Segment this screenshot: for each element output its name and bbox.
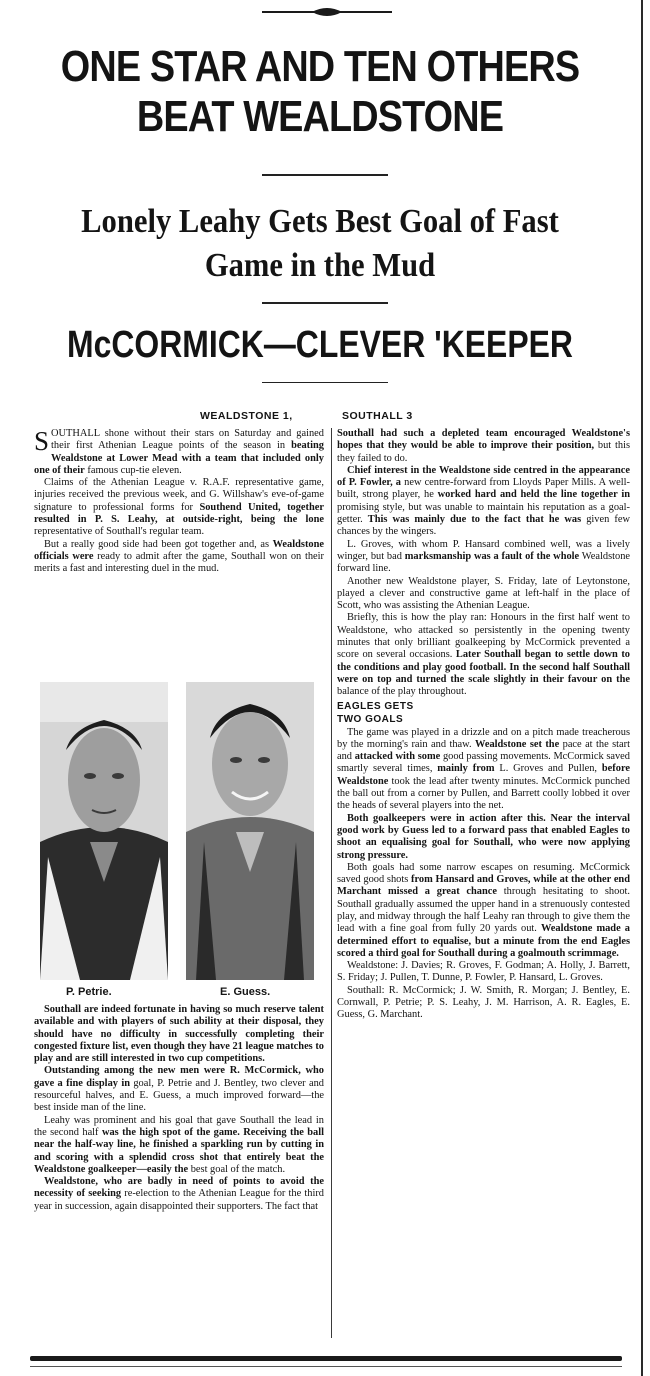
headline-divider-3 — [262, 382, 388, 383]
article-paragraph: Southall are indeed fortunate in having so much reserve talent available and with players of such ability at their disposal, they should have no difficulty in successfully completing their congested fixture list, even though they have 21 league matches to play and are still interested in two cup competitions. — [34, 1004, 324, 1065]
subhead-line1: EAGLES GETS — [337, 700, 414, 712]
article-paragraph: Another new Wealdstone player, S. Friday, late of Leytonstone, played a clever and constructive game at left-half in the place of Scott, who was assisting the Athenian League. — [337, 575, 630, 612]
article-paragraph: Southall had such a depleted team encouraged Wealdstone's hopes that they would be able to improve their position, but this they failed to do. — [337, 428, 630, 464]
article-paragraph: Both goals had some narrow escapes on resuming. McCormick saved good shots from Hansard and Groves, while at the other end Marchant missed a great chance through hesitating to shoot. Southall gradually assumed the upper hand in a strenuously contested play, and midway through the half Leahy ran through to give them the lead with a fine goal from fully 20 yards out. Wealdstone made a determined effort to equalise, but a minute from the end Eagles scored a third goal for Southall during a goalmouth scrimmage. — [337, 861, 630, 959]
article-paragraph: Chief interest in the Wealdstone side centred in the appearance of P. Fowler, a new centre-forward from Lloyds Paper Mills. A well-built, strong player, he worked hard and held the line together in promising style, but was unable to maintain his reputation as a goal-getter. This was mainly due to the fact that he was given few chances by the wingers. — [337, 464, 630, 538]
article-paragraph: L. Groves, with whom P. Hansard combined well, was a lively winger, but bad marksmanship was a fault of the whole Wealdstone forward line. — [337, 538, 630, 575]
article-paragraph: Leahy was prominent and his goal that gave Southall the lead in the second half was the high spot of the game. Receiving the ball near the half-way line, he finished a sparkling run by cutting in and scoring with a splendid cross shot that entirely beat the Wealdstone goalkeeper—easily the best goal of the match. — [34, 1114, 324, 1175]
score-southall: SOUTHALL 3 — [342, 410, 413, 422]
headline-divider-2 — [262, 302, 388, 304]
left-column-bottom — [34, 1004, 324, 1344]
headline-divider-1 — [262, 174, 388, 176]
article-paragraph: Claims of the Athenian League v. R.A.F. representative game, injuries received the previous week, and G. Willshaw's eve-of-game signature to professional forms for Southend United, together resulted in P. S. Leahy, at outside-right, being the lone representative of Southall's regular team. — [34, 477, 324, 538]
article-paragraph: The game was played in a drizzle and on a pitch made treacherous by the morning's rain and thaw. Wealdstone set the pace at the start and attacked with some good passing movements. McCormick saved smartly several times, mainly from L. Groves and Pullen, before Wealdstone took the lead after twenty minutes. McCormick punched the ball out from a corner by Pullen, and Barrett coolly lobbed it over the heads of several players into the net. — [337, 726, 630, 812]
photo-guess — [186, 682, 314, 980]
main-headline-line2: BEAT WEALDSTONE — [136, 92, 504, 141]
caption-guess: E. Guess. — [220, 986, 271, 998]
team-lineup-southall: Southall: R. McCormick; J. W. Smith, R. Morgan; J. Bentley, E. Cornwall, P. Petrie; P. S. Leahy, J. M. Harrison, A. R. Eagles, E. Guess, G. Marchant. — [337, 984, 630, 1021]
bottom-rule-thick — [30, 1356, 622, 1361]
article-paragraph: Both goalkeepers were in action after this. Near the interval good work by Guess led to a forward pass that enabled Eagles to shoot an equalising goal for Southall, who were now applying strong pressure. — [337, 812, 630, 861]
right-column — [337, 428, 630, 1346]
article-paragraph: Briefly, this is how the play ran: Honours in the first half went to Wealdstone, who attacked so persistently in the opening twenty minutes that only brilliant goalkeeping by McCormick prevented a score on several occasions. Later Southall began to settle down to the conditions and play good football. In the second half Southall were on top and turned the scale slightly in their favour on the balance of the play throughout. — [337, 612, 630, 698]
sub-headline-line2: Game in the Mud — [204, 247, 436, 284]
subhead-line2: TWO GOALS — [337, 713, 404, 725]
main-headline — [60, 42, 579, 142]
ornament-rule-top — [262, 4, 392, 20]
third-headline: McCORMICK—CLEVER 'KEEPER — [67, 324, 573, 366]
caption-petrie: P. Petrie. — [66, 986, 112, 998]
left-column-top — [34, 428, 324, 678]
sub-headline-line1: Lonely Leahy Gets Best Goal of Fast — [81, 203, 559, 240]
article-paragraph: Outstanding among the new men were R. McCormick, who gave a fine display in goal, P. Petrie and J. Bentley, two clever and resourceful halves, and E. Guess, a much improved forward—the best inside man of the line. — [34, 1065, 324, 1114]
subhead — [337, 700, 630, 726]
article-paragraph: Wealdstone, who are badly in need of points to avoid the necessity of seeking re-election to the Athenian League for the third year in succession, again disappointed their supporters. The fact that — [34, 1176, 324, 1212]
column-divider — [331, 428, 332, 1338]
column-border-right — [641, 0, 643, 1376]
article-paragraph: SOUTHALL shone without their stars on Saturday and gained their first Athenian League points of the season in beating Wealdstone at Lower Mead with a team that included only one of their famous cup-tie eleven. — [34, 428, 324, 476]
drop-cap: S — [34, 428, 50, 456]
score-wealdstone: WEALDSTONE 1, — [200, 410, 293, 422]
team-lineup-wealdstone: Wealdstone: J. Davies; R. Groves, F. Godman; A. Holly, J. Barrett, S. Friday; J. Pullen, T. Dunne, P. Fowler, P. Hansard, L. Groves. — [337, 960, 630, 984]
article-paragraph: But a really good side had been got together and, as Wealdstone officials were ready to admit after the game, Southall won on their merits a fast and interesting duel in the mud. — [34, 538, 324, 575]
photo-petrie — [40, 682, 168, 980]
sub-headline — [48, 200, 592, 288]
bottom-rule-thin — [30, 1366, 622, 1367]
main-headline-line1: ONE STAR AND TEN OTHERS — [60, 42, 580, 91]
